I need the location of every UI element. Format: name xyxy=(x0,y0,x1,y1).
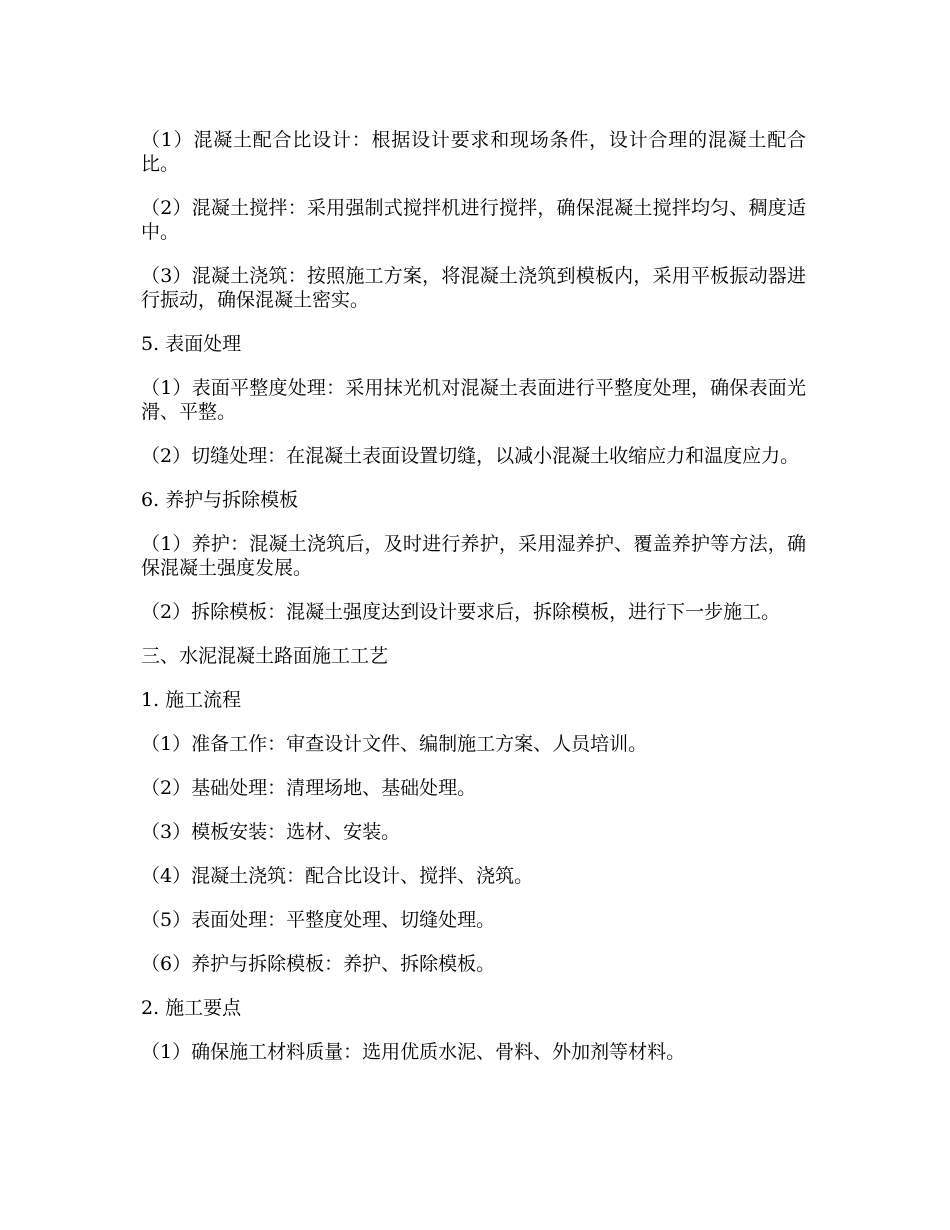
paragraph-formwork-removal: （2）拆除模板：混凝土强度达到设计要求后，拆除模板，进行下一步施工。 xyxy=(141,601,781,623)
paragraph-mix-design: （1）混凝土配合比设计：根据设计要求和现场条件，设计合理的混凝土配合比。 xyxy=(141,129,806,175)
paragraph-curing: （1）养护：混凝土浇筑后，及时进行养护，采用湿养护、覆盖养护等方法，确保混凝土强度发展。 xyxy=(141,533,806,579)
heading-section-three: 三、水泥混凝土路面施工工艺 xyxy=(141,645,389,667)
paragraph-pouring: （3）混凝土浇筑：按照施工方案，将混凝土浇筑到模板内，采用平板振动器进行振动，确保混凝土密实。 xyxy=(141,265,806,311)
heading-surface-treatment: 5. 表面处理 xyxy=(141,333,242,355)
paragraph-joint-cutting: （2）切缝处理：在混凝土表面设置切缝，以减小混凝土收缩应力和温度应力。 xyxy=(141,445,800,467)
list-item-curing: （6）养护与拆除模板：养护、拆除模板。 xyxy=(141,953,496,975)
heading-construction-process: 1. 施工流程 xyxy=(141,689,242,711)
list-item-concrete-pouring: （4）混凝土浇筑：配合比设计、搅拌、浇筑。 xyxy=(141,865,534,887)
heading-key-points: 2. 施工要点 xyxy=(141,997,242,1019)
heading-curing-formwork: 6. 养护与拆除模板 xyxy=(141,489,299,511)
paragraph-flatness: （1）表面平整度处理：采用抹光机对混凝土表面进行平整度处理，确保表面光滑、平整。 xyxy=(141,377,806,423)
list-item-foundation: （2）基础处理：清理场地、基础处理。 xyxy=(141,777,477,799)
list-item-preparation: （1）准备工作：审查设计文件、编制施工方案、人员培训。 xyxy=(141,733,648,755)
list-item-material-quality: （1）确保施工材料质量：选用优质水泥、骨料、外加剂等材料。 xyxy=(141,1041,686,1063)
list-item-surface: （5）表面处理：平整度处理、切缝处理。 xyxy=(141,909,496,931)
list-item-formwork: （3）模板安装：选材、安装。 xyxy=(141,821,401,843)
document-body xyxy=(141,128,806,1084)
paragraph-mixing: （2）混凝土搅拌：采用强制式搅拌机进行搅拌，确保混凝土搅拌均匀、稠度适中。 xyxy=(141,197,806,243)
